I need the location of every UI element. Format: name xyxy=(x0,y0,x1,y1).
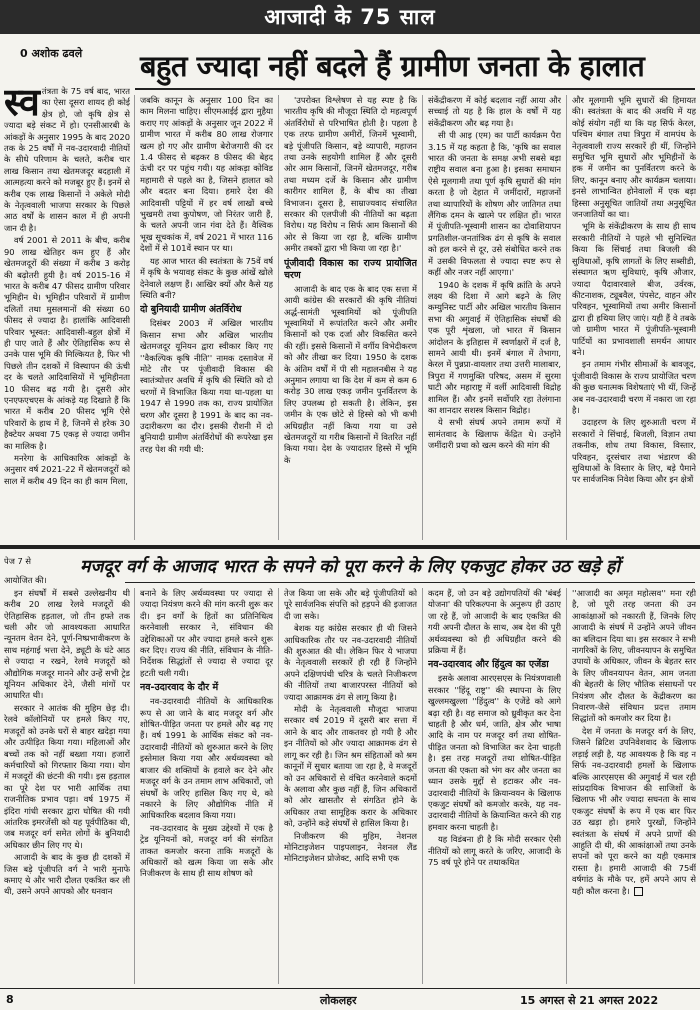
paragraph: आयोजित की। xyxy=(4,575,47,586)
column-divider xyxy=(278,588,279,984)
paragraph: ये सभी संघर्ष अपने तमाम रूपों में सामंतवाद के खिलाफ केंद्रित थे। उन्होंने जमींदारी प्रथा को खत्म करने की मांग की xyxy=(428,417,561,451)
headline-rule xyxy=(125,582,695,583)
paragraph: आजादी के बाद एक के बाद एक सत्ता में आयी कांग्रेस की सरकारों की कृषि नीतियां अर्द्ध-सामंती भूस्वामियों को पूंजीपति भूस्वामियों में रूपांतरित करने और अमीर किसानों को एक दर्जा और विकसित करने की रहीं। इससे किसानों में वर्गीय विभेदीकरण को और तीखा कर दिया। 1950 के दशक के अंतिम वर्षों में पी सी महालनबीस ने यह अनुमान लगाया था कि देश में कम से कम 6 करोड़ 30 लाख एकड़ जमीन पुनर्वितरण के लिए उपलब्ध हो सकती है। लेकिन, इस जमीन के एक छोटे से हिस्से को भी कभी अधिग्रहीत नहीं किया गया या उसे खेतमजदूरों या गरीब किसानों में वितरित नहीं किया गया। देश के ज्यादातर हिस्से में भूमि के xyxy=(284,283,417,465)
paragraph: नव-उदारवाद के मुख्य उद्देश्यों में एक है ट्रेड यूनियनों को, मजदूर वर्ग की संगठित ताकत कमजोर करना ताकि मजदूरों के अधिकारों को खत्म किया जा सके और निजीकरण के साथ ही साथ शोषण को xyxy=(140,822,273,879)
top-column-1 xyxy=(4,60,130,540)
bottom-column-3 xyxy=(284,588,417,984)
page-reference: पेज 7 से xyxy=(4,556,32,566)
paragraph: उदाहरण के लिए शुरुआती चरण में सरकारों ने सिंचाई, बिजली, विज्ञान तथा तकनीक, शोध तथा विकास, विस्तार, परिवहन, दूरसंचार तथा भंडारण की सुविधाओं के विस्तार के लिए, बड़े पैमाने पर सार्वजनिक निवेश किया और इन क्षेत्रों xyxy=(572,417,696,485)
paragraph: 'उपरोक्त विश्लेषण से यह स्पष्ट है कि भारतीय कृषि की मौजूदा स्थिति दो महत्वपूर्ण अंतर्विरोधों से परिभाषित होती है। पहला है एक तरफ ग्रामीण अमीरों, जिनमें भूस्वामी, बड़े पूंजीपति किसान, बड़े व्यापारी, महाजन तथा उनके सहयोगी शामिल हैं और दूसरी ओर आम किसानों, जिनमें खेतमजदूर, गरीब तथा मध्यम दर्जे के किसान और ग्रामीण कारीगर शामिल हैं, के बीच का तीखा विभाजन। दूसरा है, साम्राज्यवाद संचालित सरकार की एलपीजी की नीतियों का बढ़ता विरोध। यह विरोध न सिर्फ आम किसानों की ओर से किया जा रहा है, बल्कि ग्रामीण अमीर तबकों द्वारा भी किया जा रहा है।' xyxy=(284,95,417,254)
bottom-column-5 xyxy=(572,588,696,984)
paragraph: जबकि कानून के अनुसार 100 दिन का काम मिलना चाहिए। सीएमआईई द्वारा मुहैया कराए गए आंकड़ों के अनुसार जून 2022 में ग्रामीण भारत में करीब 80 लाख रोजगार खत्म हो गए और ग्रामीण बेरोजगारी की दर 1.4 फीसद से बढ़कर 8 फीसद की बेहद ऊंची दर पर पहुंच गयी। यह आंकड़ा कोविड महामारी से पहले का है, जिसने हालात को और बदतर बना दिया। हमारे देश की आदिवासी पट्टियों में हर वर्ष लाखों बच्चे भुखमरी तथा कुपोषण, जो निरंतर जारी हैं, के चलते अपनी जान गंवा देते हैं। वैश्विक भूख सूचकांक में, वर्ष 2021 में भारत 116 देशों में से 101वें स्थान पर था। xyxy=(140,95,273,254)
paragraph: दिसंबर 2003 में अखिल भारतीय किसान सभा और अखिल भारतीय खेतमजदूर यूनियन द्वारा स्वीकार किए गए ''वैकल्पिक कृषि नीति'' नामक दस्तावेज में मोटे तौर पर पूंजीवादी विकास की स्वातंत्र्योत्तर अवधि में कृषि की स्थिति को दो चरणों में विभाजित किया गया था-पहला था 1947 से 1990 तक का, राज्य प्रायोजित चरण और दूसरा है 1991 के बाद का नव-उदारीकरण का दौर। इसकी रौशनी में दो बुनियादी ग्रामीण अंतर्विरोधों की रूपरेखा इस तरह पेश की गयी थी: xyxy=(140,318,273,454)
paragraph: 1940 के दशक में कृषि क्रांति के अपने लक्ष्य की दिशा में आगे बढ़ने के लिए कम्युनिस्ट पार्टी और अखिल भारतीय किसान सभा की अगुवाई में ऐतिहासिक संघर्षों की एक पूरी शृंखला, जो भारत में किसान आंदोलन के इतिहास में स्वर्णाक्षरों में दर्ज है, सामने आयी थी। इनमें बंगाल में तेभागा, केरल में पुन्नप्रा-वायलार तथा उत्तरी मालाबार, त्रिपुरा में गणमुक्ति परिषद, असम में सुरमा घाटी और महाराष्ट्र में वर्ली आदिवासी विद्रोह शामिल हैं। और इनमें सर्वोपरि रहा तेलंगाना का शानदार सशस्त्र किसान विद्रोह। xyxy=(428,279,561,415)
subheading: नव-उदारवाद के दौर में xyxy=(140,682,219,694)
paragraph: कदम हैं, जो उन बड़े उद्योगपतियों की 'बंबई योजना' की परिकल्पना के अनुरूप ही उठाए जा रहे हैं, जो आजादी के बाद एकत्रित की गयी अपनी दौलत के साथ, अब देश की पूरी अर्थव्यवस्था को ही अधिग्रहीत करने की प्रक्रिया में हैं। xyxy=(428,588,561,656)
top-headline: बहुत ज्यादा नहीं बदले हैं ग्रामीण जनता के हालात xyxy=(140,49,645,83)
publication-name: लोकलहर xyxy=(320,994,357,1007)
column-divider xyxy=(422,588,423,984)
end-mark-icon xyxy=(634,887,643,896)
paragraph: भूमि के संकेंद्रीकरण के साथ ही साथ सरकारी नीतियों ने पहले भी सुनिश्चित किया कि सिंचाई तथा बिजली की सुविधाओं, कृषि लागतों के लिए सब्सीडी, संस्थागत ऋण सुविधाएं, कृषि औजार, ज्यादा पैदावारवाले बीज, उर्वरक, कीटनाशक, ट्यूबवैल, पंपसेट, वाहन और परिवहन, भूस्वामियों तथा अमीर किसानों द्वारा ही हथिया लिए जाएं। यही हैं वे तबके जो ग्रामीण भारत में पूंजीपति-भूस्वामी पार्टियों का प्रभावशाली समर्थन आधार बने। xyxy=(572,221,696,357)
column-divider xyxy=(134,95,135,540)
top-column-2 xyxy=(140,95,273,540)
paragraph: ''आजादी का अमृत महोत्सव'' मना रही है, जो पूरी तरह जनता की उन आकांक्षाओं को नकारती हैं, जिनके लिए आजादी के संघर्ष में उन्होंने अपने जीवन का बलिदान दिया था। इस सरकार ने सभी नागरिकों के लिए, जीवनयापन के समुचित उपायों के अधिकार, जीवन के बेहतर स्तर के लिए जीवनयापन वेतन, आम जनता की बेहतरी के लिए भौतिक संसाधनों पर नियंत्रण और दौलत के केंद्रीकरण का निवारण-जैसे संविधान प्रदत्त तमाम सिद्धांतों को कमजोर कर दिया है। xyxy=(572,588,696,724)
paragraph: इन तमाम गंभीर सीमाओं के बावजूद, पूंजीवादी विकास के राज्य प्रायोजित चरण की कुछ धनात्मक विशेषताएं भी थीं, जिन्हें अब नव-उदारवादी चरण में नकारा जा रहा है। xyxy=(572,359,696,415)
paragraph: वर्ष 2001 से 2011 के बीच, करीब 90 लाख खेतिहर कम हुए हैं और खेतमजदूरों की संख्या में करीब 3 करोड़ की बढ़ोतरी हुयी है। वर्ष 2015-16 में भारत के करीब 47 फीसद ग्रामीण परिवार भूमिहीन थे। भूमिहीन परिवारों में ग्रामीण दलितों तथा मुसलमानों की संख्या 60 फीसद से ज्यादा है। हालांकि आदिवासी परिवार भूस्वत: आदिवासी-बहुल क्षेत्रों में ही पाए जाते हैं और ऐतिहासिक रूप से उनके पास भूमि की मिल्कियत है, फिर भी पिछले तीन दशकों में विस्थापन की ऊंची दर के चलते आदिवासियों में भूमिहीनता 10 फीसद बढ़ गयी है। दूसरी ओर एनएफएचएस के आंकड़े यह दिखाते हैं कि भारत में करीब 20 फीसद भूमि ऐसे परिवारों के हाथ में है, जिनमें से हरेक 30 हैक्टेयर अथवा 75 एकड़ से ज्यादा जमीन का मालिक है। xyxy=(4,235,130,451)
subheading: पूंजीवादी विकास का राज्य प्रायोजित चरण xyxy=(284,257,417,281)
paragraph: तेज किया जा सके और बड़े पूंजीपतियों को पूरे सार्वजनिक संपत्ति को हड़पने की इजाजत दी जा सके। xyxy=(284,588,417,621)
top-column-3 xyxy=(284,95,417,540)
paragraph: यह आज भारत की स्वतंत्रता के 75वें वर्ष में कृषि के भयावह संकट के कुछ आंखें खोले देनेवाले लक्षण हैं। आखिर क्यों और कैसे यह स्थिति बनी? xyxy=(140,255,273,300)
byline: 0 अशोक ढवले xyxy=(20,47,83,60)
bottom-column-2 xyxy=(140,588,273,984)
paragraph xyxy=(572,726,696,897)
paragraph: इसके अलावा आरएसएस के नियंत्रणवाली सरकार ''हिंदू राष्ट्र'' की स्थापना के लिए खुल्लमखुल्ला ''हिंदुत्व'' के एजेंडे को आगे बढ़ा रही है। वह समाज को ध्रुवीकृत कर देना चाहती है और धर्म, जाति, क्षेत्र और भाषा आदि के नाम पर मजदूर वर्ग तथा शोषित-पीड़ित जनता को विभाजित कर देना चाहती है। इस तरह मजदूरों तथा शोषित-पीड़ित जनता की एकता को भंग कर और जनता का ध्यान उसके मुद्दों से हटाकर और नव-उदारवादी नीतियों के क्रियान्वयन के खिलाफ एकजुट संघर्षों को कमजोर करके, यह नव-उदारवादी नीतियों के क्रियान्वित करने की राह हमवार करना चाहती है। xyxy=(428,673,561,832)
subheading: नव-उदारवाद और हिंदुत्व का एजेंडा xyxy=(428,659,549,671)
bottom-column-1 xyxy=(4,556,130,984)
bottom-column-4 xyxy=(428,588,561,984)
paragraph: निजीकरण की मुहिम, नेशनल मोनिटाइजेशन पाइपलाइन, नेशनल लैंड मोनिटाइजेशन प्रोजेक्ट, आदि सभी एक xyxy=(284,830,417,864)
paragraph: तंत्रता के 75 वर्ष बाद, भारत का ऐसा दूसरा शायद ही कोई क्षेत्र हो, जो कृषि क्षेत्र से ज्यादा बड़े संकट में हो। एनसीआरबी के आंकड़ों के अनुसार 1995 के बाद 2020 तक के 25 वर्षों में नव-उदारवादी नीतियों के सीधे परिणाम के चलते, करीब चार लाख किसान तथा खेतमजदूर बदहाली में आत्महत्या करने को मजबूर हुए हैं। इनमें से करीब एक लाख किसानों ने अकेले मोदी के नेतृत्ववाली भाजपा सरकार के पिछले आठ वर्षों के शासन काल में ही अपनी जान दी है। xyxy=(4,86,130,233)
paragraph: मोदी के नेतृत्ववाली मौजूदा भाजपा सरकार वर्ष 2019 में दूसरी बार सत्ता में आने के बाद और ताकतवर हो गयी है और इन नीतियों को और ज्यादा आक्रामक ढंग से लागू कर रही है। जिन श्रम संहिताओं को श्रम कानूनों में सुधार बताया जा रहा है, वे मजदूरों को उन अधिकारों से वंचित करनेवाले कदमों के अलावा और कुछ नहीं हैं, जिन अधिकारों को ओर खासतौर से संगठित होने के अधिकार तथा सामूहिक करार के अधिकार को, उन्होंने कड़े संघर्षों से हासिल किया है। xyxy=(284,704,417,829)
footer-rule xyxy=(0,988,700,989)
column-divider xyxy=(278,95,279,540)
paragraph: संकेंद्रीकरण में कोई बदलाव नहीं आया और सच्चाई तो यह है कि हाल के वर्षों में यह संकेंद्रीकरण और बढ़ गया है। xyxy=(428,95,561,128)
column-divider xyxy=(566,95,567,540)
paragraph: सी पी आइ (एम) का पार्टी कार्यक्रम पैरा 3.15 में यह कहता है कि, 'कृषि का सवाल भारत की जनता के समक्ष अभी सबसे बड़ा राष्ट्रीय सवाल बना हुआ है। इसका समाधान ऐसे मूलगामी तथा पूर्ण कृषि सुधारों की मांग करता है जो देहात में जमींदारों, महाजनों तथा व्यापारियों के शोषण और जातिगत तथा लैंगिक दमन के खात्मे पर लक्षित हों। भारत में पूंजीपति-भूस्वामी शासन का दोवाशियापन प्रगतिशील-जनतांत्रिक ढंग से कृषि के सवाल को हल करने से दूर, उसे संबोधित करने तक में उसकी विफलता से ज्यादा स्पष्ट रूप से कहीं और नजर नहीं आएगा।' xyxy=(428,130,561,278)
article-separator xyxy=(0,545,700,549)
column-divider xyxy=(134,588,135,984)
column-divider xyxy=(566,588,567,984)
top-column-5 xyxy=(572,95,696,540)
drop-cap: स्व xyxy=(4,80,40,124)
paragraph: बनाने के लिए अर्थव्यवस्था पर ज्यादा से ज्यादा नियंत्रण करने की मांग करनी शुरू कर दी। इन वर्गों के हितों का प्रतिनिधित्व करनेवाली सरकार ने, संविधान की उद्देशिकाओं पर और ज्यादा हमले करने शुरू कर दिए। राज्य की नीति, संविधान के नीति-निर्देशक सिद्धांतों से ज्यादा से ज्यादा दूर हटती चली गयी। xyxy=(140,588,273,678)
section-title: आजादी के 75 साल xyxy=(0,0,700,34)
paragraph: आजादी के बाद के कुछ ही दशकों में जिस बड़े पूंजीपति वर्ग ने भारी मुनाफे कमाए थे और भारी दौलत एकत्रित कर ली थी, उसने अपने आपको और धनवान xyxy=(4,852,130,897)
issue-date: 15 अगस्त से 21 अगस्त 2022 xyxy=(520,994,659,1007)
paragraph: मनरेगा के आधिकारिक आंकड़ों के अनुसार वर्ष 2021-22 में खेतमजदूरों को साल में करीब 49 दिन का ही काम मिला, xyxy=(4,453,130,486)
top-column-4 xyxy=(428,95,561,540)
paragraph: यह विडंबना ही है कि मोदी सरकार ऐसी नीतियों को लागू करते के जरिए, आजादी के 75 वर्ष पूरे होने पर तथाकथित xyxy=(428,834,561,867)
paragraph: बेशक यह कांग्रेस सरकार ही थी जिसने आधिकारिक तौर पर नव-उदारवादी नीतियों की शुरुआत की थी। लेकिन फिर ये भाजपा के नेतृत्ववाली सरकारें ही रही हैं जिन्होंने अपने दक्षिणपंथी चरित्र के चलते निजीकरण की नीतियों तथा बाजारपरस्त नीतियों को ज्यादा आक्रामक ढंग से लागू किया है। xyxy=(284,623,417,702)
page-number: 8 xyxy=(6,993,14,1006)
paragraph: नव-उदारवादी नीतियों के आधिकारिक रूप से आ जाने के बाद मजदूर वर्ग और शोषित-पीड़ित जनता पर हमले और बढ़ गए हैं। वर्ष 1991 के आर्थिक संकट को नव-उदारवादी नीतियों को शुरुआत करने के लिए इस्तेमाल किया गया और अर्थव्यवस्था को बाजार की शक्तियों के हवाले कर देने और मजदूर वर्ग के उन तमाम लाभ अधिकारों, जो संघर्षों के जरिए हासिल किए गए थे, को नकारने के लिए औद्योगिक नीति में आधिकारिक बदलाव किया गया। xyxy=(140,696,273,821)
paragraph: सरकार ने आतंक की मुहिम छेड़ दी। रेलवे कॉलोनियों पर हमले किए गए, मजदूरों को उनके घरों से बाहर खदेड़ा गया और उत्पीड़ित किया गया। महिलाओं और बच्चों तक को नहीं बख्शा गया। हजारों कर्मचारियों को गिरफ्तार किया गया। योग में मजदूरों की छंटनी की गयी। इस हड़ताल का पूरे देश पर भारी आर्थिक तथा राजनीतिक प्रभाव पड़ा। वर्ष 1975 में इंदिरा गांधी सरकार द्वारा घोषित की गयी आंतरिक इमरजेंसी को यह पूर्वपीठिका थी, जब मजदूर वर्ग समेत लोगों के बुनियादी अधिकार छीन लिए गए थे। xyxy=(4,702,130,850)
paragraph: और मूलगामी भूमि सुधारों की हिमायत की। स्वतंत्रता के बाद की अवधि में यह कोई संयोग नहीं था कि यह सिर्फ केरल, पश्चिम बंगाल तथा त्रिपुरा में वामपंथ के नेतृत्ववाली राज्य सरकारें ही थीं, जिन्होंने समुचित भूमि सुधारों और भूमिहीनों के हक में जमीन का पुनर्वितरण करने के लिए, कानून बनाए और कार्यक्रम चलाया। इनसे लाभान्वित होनेवालों में एक बड़ा हिस्सा अनुसूचित जातियों तथा अनुसूचित जनजातियों का था। xyxy=(572,95,696,220)
headline-rule xyxy=(135,88,695,90)
bottom-headline: मजदूर वर्ग के आजाद भारत के सपने को पूरा करने के लिए एकजुट होकर उठ खड़े हों xyxy=(79,557,621,577)
paragraph: इन संघर्षों में सबसे उल्लेखनीय थी करीब 20 लाख रेलवे मजदूरों की ऐतिहासिक हड़ताल, जो तीन हफ्ते तक चली और जो आवश्यकता आधारित न्यूनतम वेतन देने, पूर्ण-निष्प्रभावीकरण के साथ महंगाई भत्ता देने, ड्यूटी के घंटे आठ से ज्यादा न रखने, रेलवे मजदूरों को औद्योगिक मजदूर मानने और उन्हें सभी ट्रेड यूनियन अधिकार देने, जैसी मांगों पर आधारित थी। xyxy=(4,587,130,701)
subheading: दो बुनियादी ग्रामीण अंतर्विरोध xyxy=(140,304,242,316)
paragraph-text: देश में जनता के मजदूर वर्ग के लिए, जिसने ब्रिटिश उपनिवेशवाद के खिलाफ लड़ाई लड़ी है, यह आवश्यक है कि वह न सिर्फ नव-उदारवादी हमलों के खिलाफ बल्कि आरएसएस की अगुवाई में चल रही सांप्रदायिक विभाजन की साजिशों के खिलाफ भी और ज्यादा सघनता के साथ एकजुट संघर्षों के रूप में एक बार फिर उठ खड़ा हो। हमारे पुरखों, जिन्होंने स्वतंत्रता के संघर्ष में अपने प्राणों की आहुति दी थी, की आकांक्षाओं तथा उनके सपनों को पूरा करने का यही एकमात्र रास्ता है। हमारी आजादी की 75वीं वर्षगांठ के मौके पर, हमें अपने आप से यही कौल करना है। xyxy=(572,725,696,896)
column-divider xyxy=(422,95,423,540)
